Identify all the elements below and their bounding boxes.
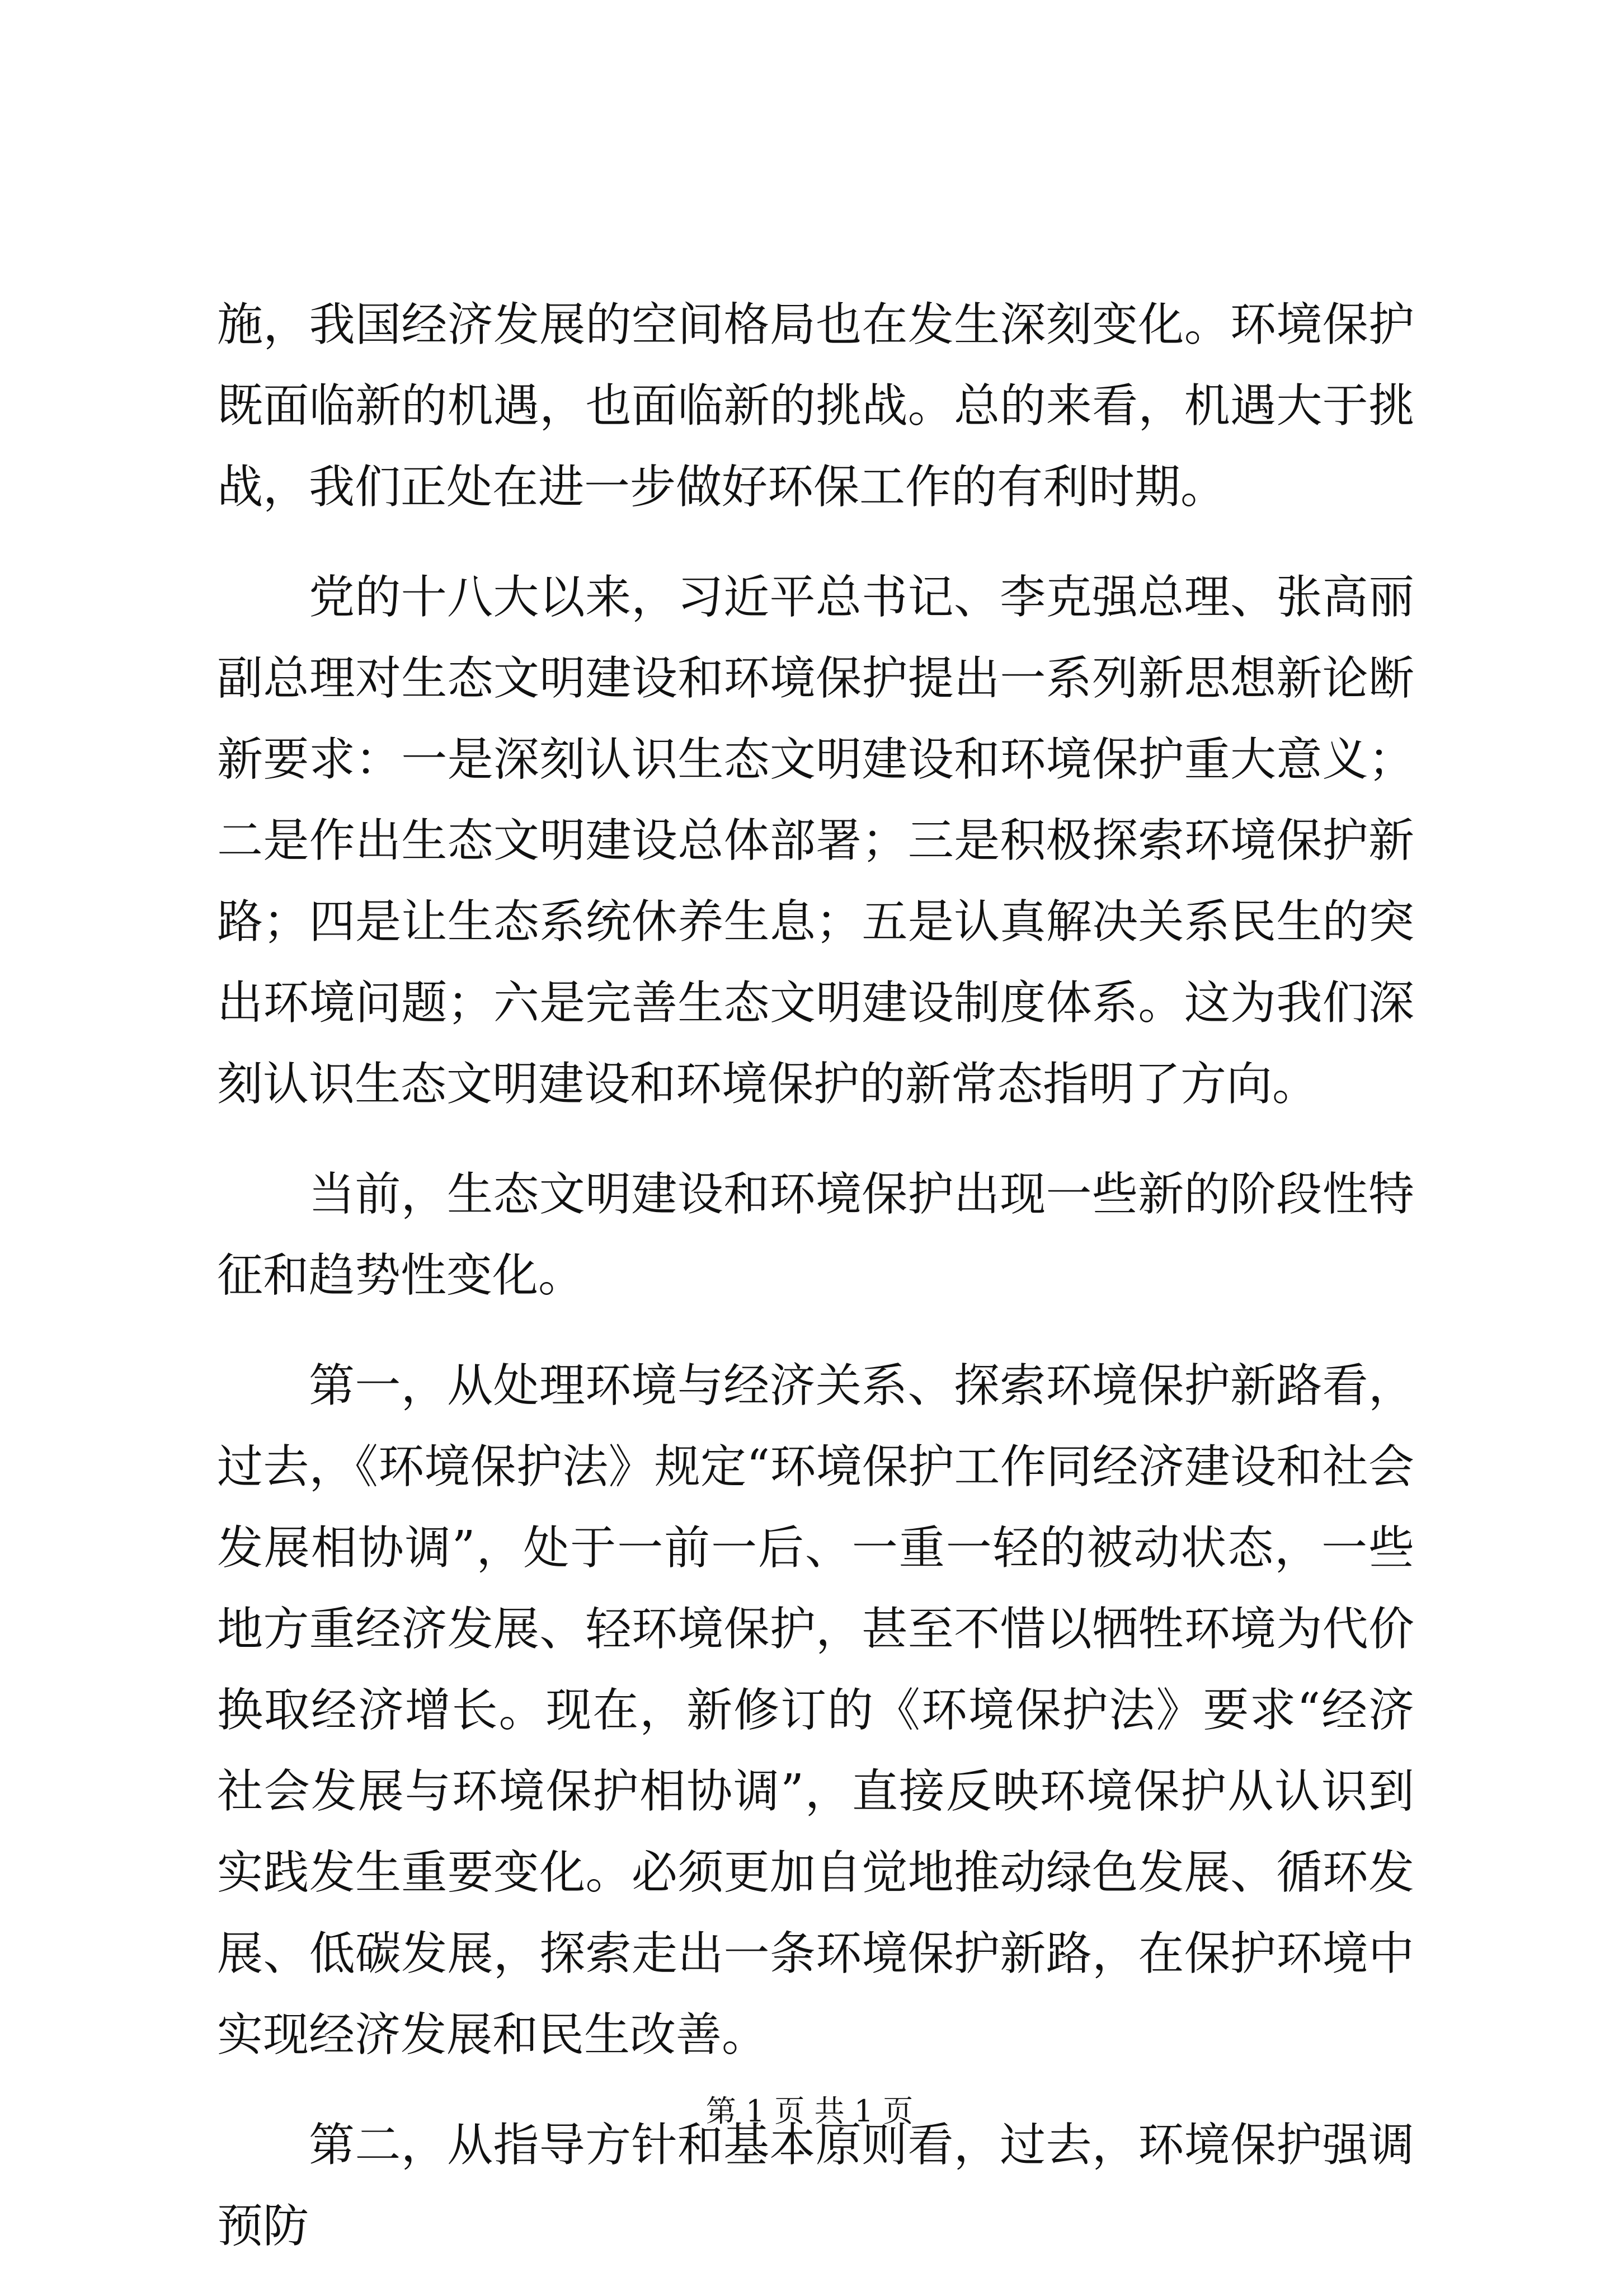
paragraph-party-congress: 党的十八大以来，习近平总书记、李克强总理、张高丽副总理对生态文明建设和环境保护提出一系列新思想新论断新要求：一是深刻认识生态文明建设和环境保护重大意义；二是作出生态文明建设总体部署；三是积极探索环境保护新路；四是让生态系统休养生息；五是认真解决关系民生的突出环境问题；六是完善生态文明建设制度体系。这为我们深刻认识生态文明建设和环境保护的新常态指明了方向。: [217, 571, 1414, 1111]
paragraph-second-point: 第二，从指导方针和基本原则看，过去，环境保护强调预防: [217, 2119, 1414, 2253]
paragraph-continuation: 施，我国经济发展的空间格局也在发生深刻变化。环境保护既面临新的机遇，也面临新的挑战。总的来看，机遇大于挑战，我们正处在进一步做好环保工作的有利时期。: [217, 298, 1414, 514]
document-body: [217, 284, 1414, 2296]
page-number-label: 第 1 页 共 1 页: [705, 2093, 914, 2129]
paragraph-current-features: 当前，生态文明建设和环境保护出现一些新的阶段性特征和趋势性变化。: [217, 1168, 1414, 1302]
page-footer: [0, 2092, 1619, 2131]
paragraph-first-point: 第一，从处理环境与经济关系、探索环境保护新路看，过去，《环境保护法》规定“环境保护工作同经济建设和社会发展相协调”，处于一前一后、一重一轻的被动状态，一些地方重经济发展、轻环境保护，甚至不惜以牺牲环境为代价换取经济增长。现在，新修订的《环境保护法》要求“经济社会发展与环境保护相协调”，直接反映环境保护从认识到实践发生重要变化。必须更加自觉地推动绿色发展、循环发展、低碳发展，探索走出一条环境保护新路，在保护环境中实现经济发展和民生改善。: [217, 1359, 1414, 2062]
